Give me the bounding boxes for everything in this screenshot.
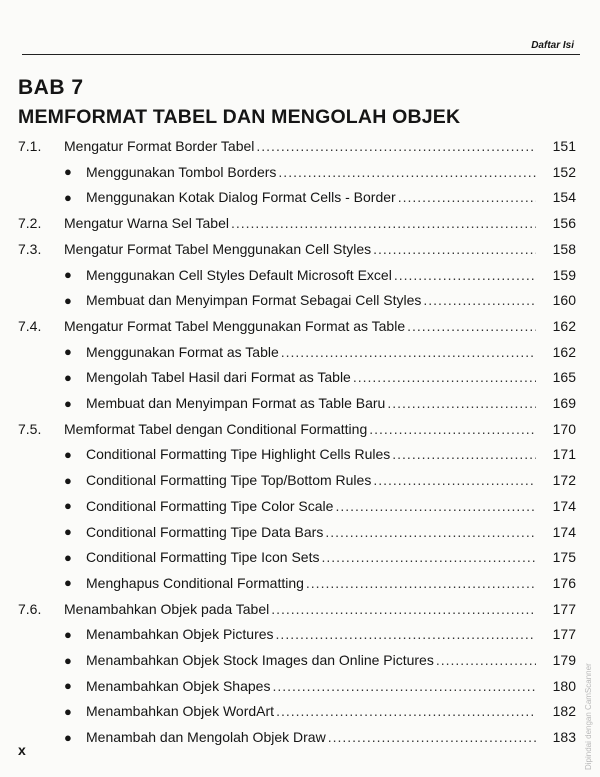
- toc-entry-title: Membuat dan Menyimpan Format Sebagai Cell Styles: [86, 292, 422, 309]
- bullet-icon: ●: [64, 446, 72, 462]
- bullet-icon: ●: [64, 498, 72, 514]
- toc-section-row: [0, 237, 600, 261]
- toc-entry-title: Menggunakan Kotak Dialog Format Cells - Border: [86, 189, 396, 206]
- toc-entry-label: [86, 575, 536, 591]
- bullet-icon: ●: [64, 344, 72, 360]
- bullet-icon: ●: [64, 164, 72, 180]
- toc-entry-label: [86, 446, 536, 462]
- toc-entry-title: Menggunakan Cell Styles Default Microsoft Excel: [86, 266, 392, 283]
- toc-subsection-row: [0, 622, 600, 646]
- dot-leader: [407, 318, 536, 334]
- dot-leader: [394, 267, 536, 283]
- bullet-icon: ●: [64, 395, 72, 411]
- bullet-icon: ●: [64, 729, 72, 745]
- dot-leader: [373, 472, 536, 488]
- toc-page-number: 171: [552, 446, 576, 463]
- toc-page-number: 151: [552, 138, 576, 154]
- toc-subsection-row: [0, 185, 600, 209]
- dot-leader: [256, 138, 536, 154]
- toc-entry-title: Menambahkan Objek Stock Images dan Online Pictures: [86, 652, 434, 668]
- running-header: [22, 38, 580, 55]
- bullet-icon: ●: [64, 703, 72, 719]
- toc-entry-label: [64, 601, 536, 617]
- toc-page-number: 158: [552, 240, 576, 257]
- toc-page-number: 182: [552, 703, 576, 720]
- toc-entry-title: Conditional Formatting Tipe Color Scale: [86, 497, 334, 514]
- toc-subsection-row: [0, 699, 600, 723]
- dot-leader: [306, 575, 536, 591]
- toc-section-row: [0, 314, 600, 338]
- bullet-icon: ●: [64, 369, 72, 385]
- bullet-icon: ●: [64, 267, 72, 282]
- toc-entry-label: [86, 524, 536, 540]
- dot-leader: [271, 601, 536, 617]
- toc-page-number: 162: [552, 343, 576, 360]
- toc-entry-title: Conditional Formatting Tipe Data Bars: [86, 523, 324, 540]
- toc-section-row: [0, 211, 600, 235]
- toc-subsection-row: [0, 648, 600, 672]
- toc-page-number: 172: [552, 472, 576, 489]
- bullet-icon: ●: [64, 575, 72, 591]
- toc-page-number: 169: [552, 395, 576, 411]
- toc-section-row: [0, 417, 600, 441]
- toc-entry-title: Memformat Tabel dengan Conditional Formatting: [64, 420, 368, 437]
- toc-page-number: 159: [552, 266, 576, 283]
- toc-entry-label: [64, 215, 536, 231]
- toc-page-number: 174: [552, 523, 576, 540]
- toc-entry-title: Mengatur Format Tabel Menggunakan Cell Styles: [64, 240, 372, 257]
- toc-entry-label: [64, 241, 536, 257]
- toc-entry-label: [86, 472, 536, 488]
- bullet-icon: ●: [64, 524, 72, 539]
- dot-leader: [436, 652, 536, 668]
- dot-leader: [231, 215, 536, 231]
- toc-page-number: 175: [552, 549, 576, 566]
- toc-entry-label: [64, 318, 536, 334]
- toc-entry-label: [64, 421, 536, 437]
- toc-entry-title: Mengatur Warna Sel Tabel: [64, 215, 229, 232]
- toc-entry-label: [86, 344, 536, 360]
- toc-entry-label: [64, 138, 536, 154]
- chapter-label: BAB 7: [18, 76, 84, 99]
- dot-leader: [272, 678, 536, 694]
- toc-page-number: 162: [552, 317, 576, 334]
- dot-leader: [321, 549, 536, 565]
- toc-page-number: 177: [552, 600, 576, 617]
- toc-entry-label: [86, 164, 536, 180]
- toc-entry-label: [86, 267, 536, 283]
- bullet-icon: ●: [64, 678, 72, 694]
- toc-section-row: [0, 597, 600, 621]
- toc-entry-title: Membuat dan Menyimpan Format as Table Baru: [86, 395, 386, 411]
- toc-section-number: 7.3.: [18, 240, 42, 257]
- dot-leader: [276, 626, 536, 642]
- toc-entry-label: [86, 703, 536, 719]
- toc-page-number: 179: [552, 652, 576, 668]
- toc-entry-title: Mengatur Format Border Tabel: [64, 138, 255, 154]
- bullet-icon: ●: [64, 189, 72, 205]
- toc-entry-title: Menambah dan Mengolah Objek Draw: [86, 729, 326, 746]
- dot-leader: [392, 446, 536, 462]
- toc-section-number: 7.4.: [18, 317, 42, 334]
- toc-page-number: 176: [552, 574, 576, 591]
- chapter-title: MEMFORMAT TABEL DAN MENGOLAH OBJEK: [18, 106, 461, 128]
- dot-leader: [281, 344, 536, 360]
- dot-leader: [373, 241, 536, 257]
- toc-entry-title: Conditional Formatting Tipe Icon Sets: [86, 549, 320, 566]
- toc-page-number: 170: [552, 420, 576, 437]
- dot-leader: [276, 703, 536, 719]
- toc-entry-label: [86, 369, 536, 385]
- toc-subsection-row: [0, 340, 600, 364]
- toc-entry-label: [86, 292, 536, 308]
- bullet-icon: ●: [64, 292, 72, 308]
- dot-leader: [278, 164, 536, 180]
- toc-page-number: 180: [552, 677, 576, 694]
- toc-section-number: 7.1.: [18, 138, 42, 154]
- toc-entry-title: Menambahkan Objek Pictures: [86, 626, 274, 643]
- toc-page-number: 156: [552, 215, 576, 232]
- dot-leader: [387, 395, 536, 411]
- toc-page-number: 183: [552, 729, 576, 746]
- toc-entry-title: Menggunakan Format as Table: [86, 343, 279, 360]
- toc-page-number: 160: [552, 292, 576, 309]
- toc-page-number: 174: [552, 497, 576, 514]
- running-header-title: Daftar Isi: [531, 40, 574, 51]
- toc-entry-label: [86, 498, 536, 514]
- toc-entry-title: Conditional Formatting Tipe Highlight Cells Rules: [86, 446, 391, 463]
- toc-entry-label: [86, 678, 536, 694]
- toc-subsection-row: [0, 288, 600, 312]
- dot-leader: [423, 292, 536, 308]
- toc-entry-label: [86, 626, 536, 642]
- toc-entry-title: Menggunakan Tombol Borders: [86, 163, 277, 180]
- toc-subsection-row: [0, 545, 600, 569]
- toc-page-number: 165: [552, 369, 576, 386]
- toc-entry-title: Menghapus Conditional Formatting: [86, 574, 304, 591]
- bullet-icon: ●: [64, 626, 72, 642]
- toc-section-number: 7.6.: [18, 600, 42, 617]
- toc-entry-title: Menambahkan Objek Shapes: [86, 677, 271, 694]
- bullet-icon: ●: [64, 652, 72, 668]
- toc-page-number: 177: [552, 626, 576, 643]
- toc-entry-title: Mengolah Tabel Hasil dari Format as Table: [86, 369, 351, 386]
- page-footer-number: x: [18, 742, 26, 758]
- toc-section-number: 7.5.: [18, 420, 42, 437]
- bullet-icon: ●: [64, 472, 72, 488]
- bullet-icon: ●: [64, 549, 72, 565]
- toc-entry-title: Mengatur Format Tabel Menggunakan Format as Table: [64, 317, 406, 334]
- toc-entry-label: [86, 729, 536, 745]
- toc-page-number: 152: [552, 163, 576, 180]
- toc-subsection-row: [0, 468, 600, 492]
- toc-entry-label: [86, 189, 536, 205]
- toc-subsection-row: [0, 391, 600, 415]
- dot-leader: [325, 524, 536, 540]
- scanner-watermark: Dipindai dengan CamScanner: [584, 663, 593, 770]
- toc-subsection-row: [0, 263, 600, 287]
- toc-subsection-row: [0, 442, 600, 466]
- toc-subsection-row: [0, 674, 600, 698]
- dot-leader: [335, 498, 536, 514]
- toc-entry-title: Menambahkan Objek WordArt: [86, 703, 275, 720]
- toc-entry-label: [86, 652, 536, 668]
- dot-leader: [328, 729, 536, 745]
- toc-section-row: [0, 134, 600, 158]
- dot-leader: [398, 189, 536, 205]
- dot-leader: [369, 421, 536, 437]
- toc-subsection-row: [0, 494, 600, 518]
- toc-entry-label: [86, 395, 536, 411]
- dot-leader: [353, 369, 536, 385]
- toc-subsection-row: [0, 571, 600, 595]
- toc-section-number: 7.2.: [18, 215, 42, 232]
- toc-subsection-row: [0, 520, 600, 544]
- toc-entry-title: Conditional Formatting Tipe Top/Bottom Rules: [86, 472, 372, 489]
- toc-entry-label: [86, 549, 536, 565]
- toc-entry-title: Menambahkan Objek pada Tabel: [64, 600, 270, 617]
- toc-page-number: 154: [552, 189, 576, 206]
- toc-subsection-row: [0, 160, 600, 184]
- toc-subsection-row: [0, 725, 600, 749]
- toc-subsection-row: [0, 365, 600, 389]
